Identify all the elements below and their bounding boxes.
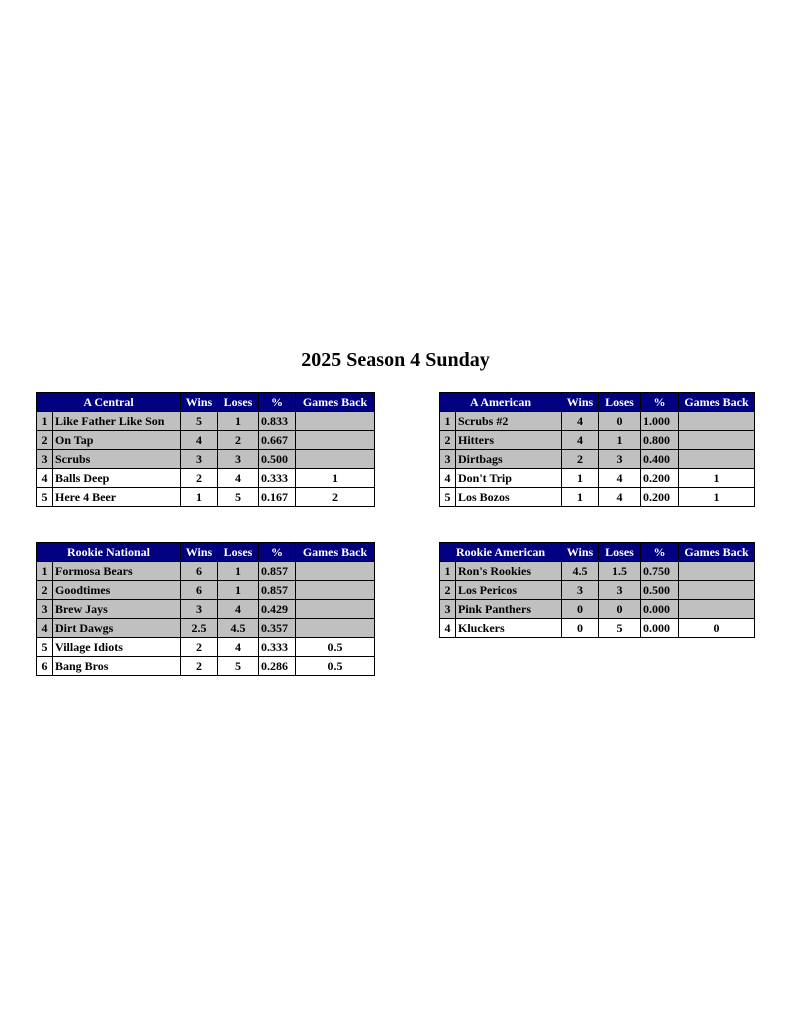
pct-cell: 0.429: [259, 600, 296, 619]
rank-cell: 5: [37, 638, 53, 657]
rank-cell: 4: [37, 469, 53, 488]
wins-cell: 2: [181, 638, 218, 657]
table-row: [37, 450, 375, 469]
wins-cell: 4: [181, 431, 218, 450]
loses-header: Loses: [218, 543, 259, 562]
team-name-cell: Like Father Like Son: [53, 412, 181, 431]
standings-table-a-central: [36, 392, 375, 507]
loses-cell: 0: [599, 600, 641, 619]
wins-cell: 4: [562, 412, 599, 431]
team-name-cell: Goodtimes: [53, 581, 181, 600]
loses-cell: 1: [218, 562, 259, 581]
rank-cell: 4: [37, 619, 53, 638]
loses-header: Loses: [599, 393, 641, 412]
team-name-cell: Brew Jays: [53, 600, 181, 619]
wins-cell: 0: [562, 619, 599, 638]
games-back-header: Games Back: [679, 393, 755, 412]
table-row: [37, 581, 375, 600]
standings-table-rookie-national: [36, 542, 375, 676]
wins-cell: 2.5: [181, 619, 218, 638]
pct-cell: 0.333: [259, 469, 296, 488]
games-back-cell: [296, 412, 375, 431]
loses-cell: 4.5: [218, 619, 259, 638]
pct-cell: 0.000: [641, 619, 679, 638]
wins-cell: 2: [562, 450, 599, 469]
loses-cell: 2: [218, 431, 259, 450]
wins-cell: 5: [181, 412, 218, 431]
rank-cell: 1: [37, 412, 53, 431]
pct-cell: 0.750: [641, 562, 679, 581]
rank-cell: 2: [440, 431, 456, 450]
pct-header: %: [259, 543, 296, 562]
pct-cell: 0.857: [259, 562, 296, 581]
pct-cell: 0.500: [641, 581, 679, 600]
wins-header: Wins: [181, 393, 218, 412]
rank-cell: 6: [37, 657, 53, 676]
team-name-cell: Dirtbags: [456, 450, 562, 469]
table-row: [440, 412, 755, 431]
standings-table-rookie-american: [439, 542, 755, 638]
loses-cell: 4: [599, 469, 641, 488]
wins-cell: 0: [562, 600, 599, 619]
header-row: [37, 543, 375, 562]
loses-cell: 1: [218, 581, 259, 600]
rank-cell: 2: [37, 431, 53, 450]
loses-cell: 4: [218, 600, 259, 619]
games-back-cell: [296, 619, 375, 638]
rank-cell: 3: [37, 600, 53, 619]
table-row: [440, 488, 755, 507]
pct-cell: 0.400: [641, 450, 679, 469]
pct-cell: 0.000: [641, 600, 679, 619]
team-name-cell: Kluckers: [456, 619, 562, 638]
games-back-cell: [679, 431, 755, 450]
loses-cell: 5: [599, 619, 641, 638]
wins-cell: 2: [181, 657, 218, 676]
pct-cell: 0.286: [259, 657, 296, 676]
table-row: [37, 431, 375, 450]
team-name-cell: Balls Deep: [53, 469, 181, 488]
table-row: [37, 469, 375, 488]
header-row: [37, 393, 375, 412]
pct-header: %: [641, 543, 679, 562]
wins-cell: 2: [181, 469, 218, 488]
wins-cell: 4: [562, 431, 599, 450]
table-row: [440, 581, 755, 600]
loses-cell: 5: [218, 488, 259, 507]
games-back-cell: [296, 450, 375, 469]
team-name-cell: Scrubs: [53, 450, 181, 469]
pct-cell: 0.500: [259, 450, 296, 469]
table-row: [37, 600, 375, 619]
loses-cell: 3: [599, 450, 641, 469]
team-name-cell: Los Pericos: [456, 581, 562, 600]
table-row: [37, 638, 375, 657]
rank-cell: 2: [440, 581, 456, 600]
pct-cell: 0.333: [259, 638, 296, 657]
table-row: [440, 450, 755, 469]
table-row: [37, 412, 375, 431]
table-row: [440, 562, 755, 581]
loses-cell: 4: [218, 638, 259, 657]
team-name-cell: Village Idiots: [53, 638, 181, 657]
games-back-cell: 1: [679, 488, 755, 507]
rank-cell: 3: [440, 450, 456, 469]
games-back-cell: [679, 600, 755, 619]
pct-cell: 0.800: [641, 431, 679, 450]
games-back-cell: [679, 581, 755, 600]
wins-cell: 1: [562, 469, 599, 488]
pct-cell: 0.200: [641, 469, 679, 488]
loses-cell: 4: [599, 488, 641, 507]
rank-cell: 4: [440, 469, 456, 488]
team-name-cell: Pink Panthers: [456, 600, 562, 619]
team-name-cell: Bang Bros: [53, 657, 181, 676]
team-name-cell: Dirt Dawgs: [53, 619, 181, 638]
games-back-cell: [296, 431, 375, 450]
rank-cell: 1: [440, 562, 456, 581]
games-back-header: Games Back: [296, 543, 375, 562]
division-name-header: Rookie National: [37, 543, 181, 562]
loses-header: Loses: [599, 543, 641, 562]
loses-cell: 1.5: [599, 562, 641, 581]
wins-cell: 1: [562, 488, 599, 507]
standings-table-a-american: [439, 392, 755, 507]
team-name-cell: Los Bozos: [456, 488, 562, 507]
rank-cell: 5: [37, 488, 53, 507]
wins-header: Wins: [562, 393, 599, 412]
games-back-cell: 1: [296, 469, 375, 488]
pct-cell: 0.167: [259, 488, 296, 507]
table-row: [37, 488, 375, 507]
rank-cell: 1: [440, 412, 456, 431]
table-row: [440, 619, 755, 638]
loses-cell: 1: [599, 431, 641, 450]
table-row: [440, 431, 755, 450]
team-name-cell: Scrubs #2: [456, 412, 562, 431]
wins-header: Wins: [562, 543, 599, 562]
loses-header: Loses: [218, 393, 259, 412]
table-row: [37, 657, 375, 676]
wins-header: Wins: [181, 543, 218, 562]
games-back-cell: 2: [296, 488, 375, 507]
page-title: 2025 Season 4 Sunday: [301, 349, 490, 371]
wins-cell: 3: [181, 450, 218, 469]
loses-cell: 4: [218, 469, 259, 488]
table-row: [37, 562, 375, 581]
loses-cell: 5: [218, 657, 259, 676]
pct-cell: 1.000: [641, 412, 679, 431]
games-back-header: Games Back: [679, 543, 755, 562]
pct-cell: 0.667: [259, 431, 296, 450]
pct-cell: 0.833: [259, 412, 296, 431]
rank-cell: 4: [440, 619, 456, 638]
division-name-header: A American: [440, 393, 562, 412]
rank-cell: 3: [440, 600, 456, 619]
rank-cell: 1: [37, 562, 53, 581]
pct-cell: 0.200: [641, 488, 679, 507]
team-name-cell: Don't Trip: [456, 469, 562, 488]
loses-cell: 3: [599, 581, 641, 600]
division-name-header: A Central: [37, 393, 181, 412]
games-back-cell: 0.5: [296, 638, 375, 657]
wins-cell: 3: [181, 600, 218, 619]
games-back-cell: 1: [679, 469, 755, 488]
rank-cell: 2: [37, 581, 53, 600]
header-row: [440, 393, 755, 412]
loses-cell: 1: [218, 412, 259, 431]
wins-cell: 1: [181, 488, 218, 507]
games-back-cell: [679, 562, 755, 581]
games-back-cell: 0: [679, 619, 755, 638]
division-name-header: Rookie American: [440, 543, 562, 562]
wins-cell: 6: [181, 562, 218, 581]
games-back-cell: 0.5: [296, 657, 375, 676]
team-name-cell: Ron's Rookies: [456, 562, 562, 581]
games-back-cell: [296, 562, 375, 581]
games-back-cell: [679, 412, 755, 431]
pct-cell: 0.357: [259, 619, 296, 638]
table-row: [440, 600, 755, 619]
rank-cell: 5: [440, 488, 456, 507]
games-back-header: Games Back: [296, 393, 375, 412]
games-back-cell: [679, 450, 755, 469]
games-back-cell: [296, 581, 375, 600]
table-row: [37, 619, 375, 638]
header-row: [440, 543, 755, 562]
pct-header: %: [641, 393, 679, 412]
team-name-cell: Hitters: [456, 431, 562, 450]
wins-cell: 4.5: [562, 562, 599, 581]
team-name-cell: Formosa Bears: [53, 562, 181, 581]
pct-cell: 0.857: [259, 581, 296, 600]
team-name-cell: On Tap: [53, 431, 181, 450]
games-back-cell: [296, 600, 375, 619]
pct-header: %: [259, 393, 296, 412]
loses-cell: 3: [218, 450, 259, 469]
table-row: [440, 469, 755, 488]
rank-cell: 3: [37, 450, 53, 469]
team-name-cell: Here 4 Beer: [53, 488, 181, 507]
wins-cell: 6: [181, 581, 218, 600]
loses-cell: 0: [599, 412, 641, 431]
wins-cell: 3: [562, 581, 599, 600]
